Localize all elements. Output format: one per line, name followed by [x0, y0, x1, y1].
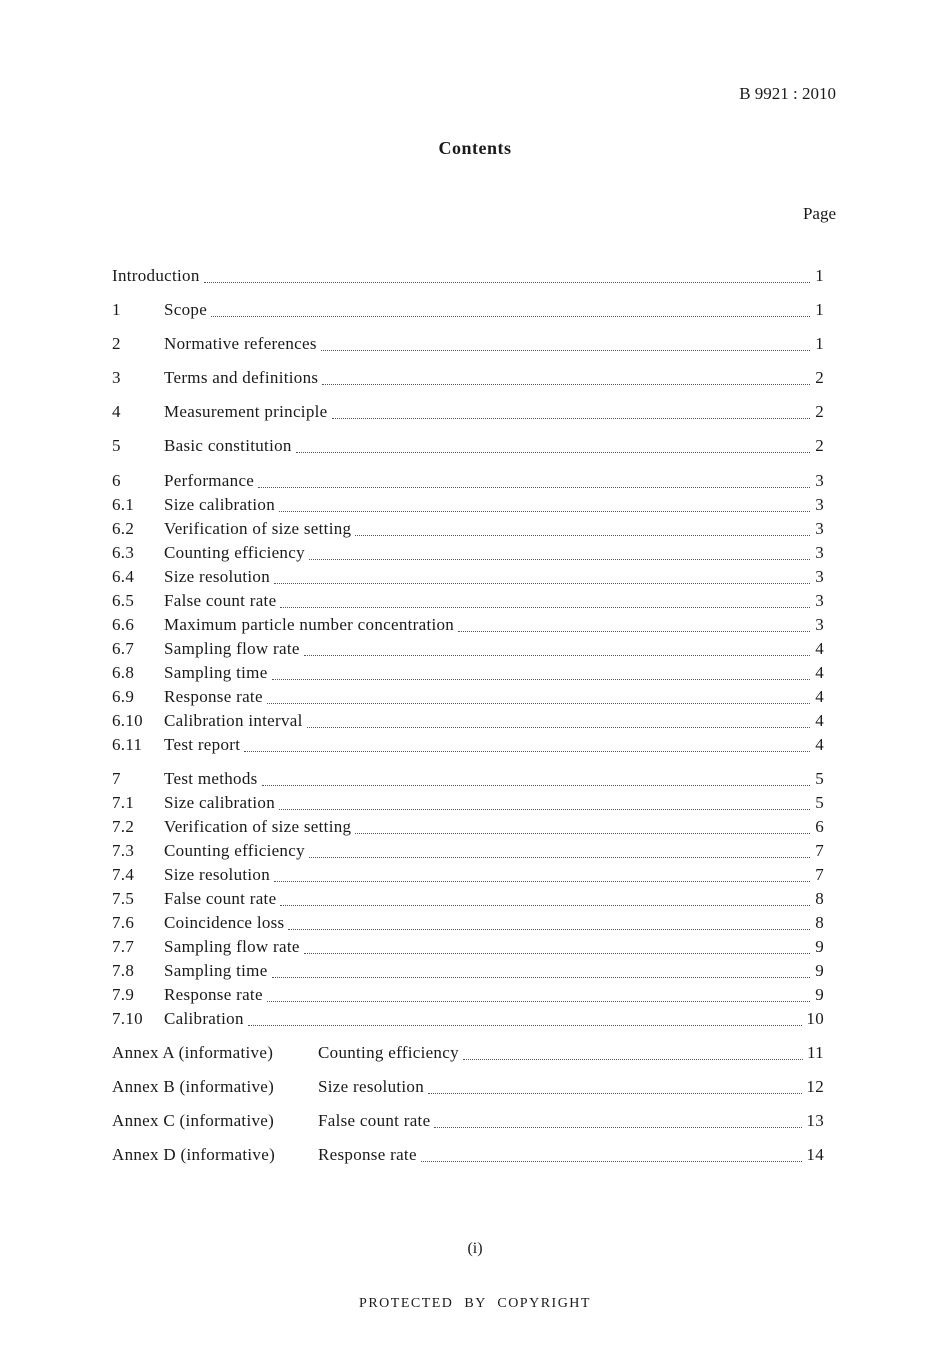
toc-entry-page: 1 — [815, 334, 824, 353]
annex-label: Annex B (informative) — [112, 1077, 275, 1096]
dot-leader — [267, 1000, 810, 1002]
annex-entry[interactable] — [112, 1043, 824, 1065]
toc-entry-page: 8 — [815, 889, 824, 908]
toc-entry[interactable] — [112, 436, 824, 458]
toc-entry-number: 7.2 — [112, 817, 135, 836]
toc-entry-number: 6.5 — [112, 591, 135, 610]
toc-entry[interactable] — [112, 639, 824, 661]
dot-leader — [262, 784, 810, 786]
toc-entry[interactable] — [112, 519, 824, 541]
toc-entry-title: Coincidence loss — [164, 913, 285, 932]
toc-entry-number: 6.10 — [112, 711, 143, 730]
toc-entry[interactable] — [112, 368, 824, 390]
toc-entry-page: 4 — [815, 687, 824, 706]
toc-entry-title: Size calibration — [164, 793, 276, 812]
toc-entry[interactable] — [112, 663, 824, 685]
toc-entry-number: 6.7 — [112, 639, 135, 658]
dot-leader — [267, 702, 810, 704]
annex-page: 14 — [806, 1145, 824, 1164]
toc-entry[interactable] — [112, 913, 824, 935]
toc-entry-introduction[interactable] — [112, 266, 824, 288]
toc-entry-title: False count rate — [164, 889, 277, 908]
toc-entry-title: Scope — [164, 300, 208, 319]
dot-leader — [211, 315, 810, 317]
toc-entry-title: Sampling flow rate — [164, 639, 300, 658]
toc-entry-number: 7.8 — [112, 961, 135, 980]
toc-entry-page: 4 — [815, 639, 824, 658]
toc-entry-number: 6.1 — [112, 495, 135, 514]
toc-entry-number: 7.7 — [112, 937, 135, 956]
page-title: Contents — [438, 138, 512, 158]
dot-leader — [434, 1126, 802, 1128]
toc-entry-number: 6 — [112, 471, 121, 490]
toc-entry[interactable] — [112, 687, 824, 709]
toc-entry[interactable] — [112, 567, 824, 589]
dot-leader — [272, 976, 810, 978]
dot-leader — [355, 534, 810, 536]
toc-entry-number: 3 — [112, 368, 121, 387]
toc-entry-page: 5 — [815, 769, 824, 788]
dot-leader — [274, 582, 810, 584]
annex-page: 13 — [806, 1111, 824, 1130]
toc-entry-page: 2 — [815, 368, 824, 387]
toc-entry-page: 2 — [815, 436, 824, 455]
toc-entry-title: Test report — [164, 735, 241, 754]
toc-entry-title: Measurement principle — [164, 402, 328, 421]
toc-entry-number: 6.4 — [112, 567, 135, 586]
toc-entry-page: 2 — [815, 402, 824, 421]
dot-leader — [322, 383, 810, 385]
toc-entry-page: 7 — [815, 865, 824, 884]
toc-entry-title: Size resolution — [164, 567, 271, 586]
toc-entry-title: Sampling time — [164, 663, 268, 682]
dot-leader — [309, 856, 810, 858]
toc-entry-title: Calibration interval — [164, 711, 303, 730]
toc-entry[interactable] — [112, 793, 824, 815]
toc-entry[interactable] — [112, 961, 824, 983]
toc-entry-page: 3 — [815, 591, 824, 610]
toc-entry[interactable] — [112, 889, 824, 911]
dot-leader — [272, 678, 810, 680]
toc-entry[interactable] — [112, 817, 824, 839]
toc-entry-title: Size calibration — [164, 495, 276, 514]
dot-leader — [309, 558, 810, 560]
toc-entry-number: 6.3 — [112, 543, 135, 562]
toc-entry-page: 10 — [806, 1009, 824, 1028]
toc-entry-page: 5 — [815, 793, 824, 812]
toc-entry-number: 7.10 — [112, 1009, 143, 1028]
toc-entry-page: 6 — [815, 817, 824, 836]
dot-leader — [321, 349, 810, 351]
toc-entry-number: 7.9 — [112, 985, 135, 1004]
toc-entry-page: 9 — [815, 937, 824, 956]
toc-entry-page: 3 — [815, 543, 824, 562]
toc-entry[interactable] — [112, 495, 824, 517]
toc-entry-title: Response rate — [164, 687, 263, 706]
toc-entry-number: 2 — [112, 334, 121, 353]
toc-entry[interactable] — [112, 937, 824, 959]
dot-leader — [280, 904, 810, 906]
toc-entry-number: 7 — [112, 769, 121, 788]
dot-leader — [304, 952, 810, 954]
toc-entry-title: Normative references — [164, 334, 317, 353]
toc-entry-title: Verification of size setting — [164, 519, 352, 538]
dot-leader — [288, 928, 810, 930]
dot-leader — [279, 808, 810, 810]
toc-entry[interactable] — [112, 1009, 824, 1031]
toc-entry-page: 3 — [815, 567, 824, 586]
annex-title: Response rate — [318, 1145, 417, 1164]
toc-entry[interactable] — [112, 985, 824, 1007]
toc-entry-title: Test methods — [164, 769, 258, 788]
annex-page: 12 — [806, 1077, 824, 1096]
dot-leader — [279, 510, 810, 512]
dot-leader — [296, 451, 810, 453]
annex-title: Size resolution — [318, 1077, 425, 1096]
toc-entry[interactable] — [112, 471, 824, 493]
toc-entry[interactable] — [112, 543, 824, 565]
toc-entry-number: 7.5 — [112, 889, 135, 908]
toc-entry[interactable] — [112, 300, 824, 322]
toc-entry-page: 1 — [815, 300, 824, 319]
dot-leader — [307, 726, 810, 728]
toc-entry-page: 7 — [815, 841, 824, 860]
toc-entry-title: Size resolution — [164, 865, 271, 884]
dot-leader — [244, 750, 810, 752]
dot-leader — [463, 1058, 803, 1060]
toc-entry-number: 5 — [112, 436, 121, 455]
toc-entry-number: 7.4 — [112, 865, 135, 884]
toc-entry[interactable] — [112, 334, 824, 356]
toc-entry-title: Counting efficiency — [164, 841, 305, 860]
annex-label: Annex C (informative) — [112, 1111, 275, 1130]
annex-label: Annex D (informative) — [112, 1145, 276, 1164]
toc-entry[interactable] — [112, 711, 824, 733]
toc-entry-page: 9 — [815, 985, 824, 1004]
dot-leader — [204, 281, 810, 283]
annex-title: False count rate — [318, 1111, 431, 1130]
toc-entry-page: 9 — [815, 961, 824, 980]
dot-leader — [248, 1024, 803, 1026]
toc-entry-page: 3 — [815, 519, 824, 538]
annex-entry[interactable] — [112, 1111, 824, 1133]
annex-page: 11 — [807, 1043, 824, 1062]
dot-leader — [332, 417, 811, 419]
annex-entry[interactable] — [112, 1145, 824, 1167]
toc-entry-title: Introduction — [112, 266, 200, 285]
toc-entry[interactable] — [112, 591, 824, 613]
annex-label: Annex A (informative) — [112, 1043, 274, 1062]
dot-leader — [274, 880, 810, 882]
toc-entry-title: Performance — [164, 471, 255, 490]
toc-entry-page: 3 — [815, 615, 824, 634]
dot-leader — [280, 606, 810, 608]
annex-title: Counting efficiency — [318, 1043, 459, 1062]
annex-entry[interactable] — [112, 1077, 824, 1099]
page-column-label: Page — [802, 204, 836, 223]
dot-leader — [258, 486, 810, 488]
toc-entry-title: Sampling flow rate — [164, 937, 300, 956]
toc-entry-page: 4 — [815, 735, 824, 754]
standard-number: B 9921 : 2010 — [739, 84, 836, 103]
dot-leader — [355, 832, 810, 834]
toc-entry-page: 4 — [815, 663, 824, 682]
toc-entry-page: 8 — [815, 913, 824, 932]
toc-entry-title: Calibration — [164, 1009, 244, 1028]
toc-entry-title: Counting efficiency — [164, 543, 305, 562]
toc-entry-title: Response rate — [164, 985, 263, 1004]
toc-entry-number: 1 — [112, 300, 121, 319]
toc-entry-title: Maximum particle number concentration — [164, 615, 455, 634]
toc-entry-number: 6.11 — [112, 735, 143, 754]
toc-entry-page: 3 — [815, 495, 824, 514]
toc-entry-number: 4 — [112, 402, 121, 421]
toc-entry-number: 6.9 — [112, 687, 135, 706]
toc-entry[interactable] — [112, 769, 824, 791]
toc-entry[interactable] — [112, 615, 824, 637]
toc-entry[interactable] — [112, 402, 824, 424]
toc-entry-page: 1 — [815, 266, 824, 285]
toc-entry-title: False count rate — [164, 591, 277, 610]
toc-entry-number: 7.6 — [112, 913, 135, 932]
toc-entry[interactable] — [112, 865, 824, 887]
toc-entry-number: 7.3 — [112, 841, 135, 860]
footer-page-number: (i) — [467, 1240, 483, 1257]
toc-entry-page: 4 — [815, 711, 824, 730]
toc-entry-number: 7.1 — [112, 793, 135, 812]
copyright-notice: PROTECTED BY COPYRIGHT — [359, 1296, 591, 1311]
dot-leader — [421, 1160, 803, 1162]
toc-entry[interactable] — [112, 841, 824, 863]
toc-entry-number: 6.2 — [112, 519, 135, 538]
dot-leader — [458, 630, 810, 632]
dot-leader — [304, 654, 810, 656]
toc-entry-title: Basic constitution — [164, 436, 292, 455]
toc-entry-number: 6.8 — [112, 663, 135, 682]
toc-entry-page: 3 — [815, 471, 824, 490]
toc-entry-title: Terms and definitions — [164, 368, 319, 387]
toc-entry-title: Verification of size setting — [164, 817, 352, 836]
toc-entry-number: 6.6 — [112, 615, 135, 634]
toc-entry[interactable] — [112, 735, 824, 757]
dot-leader — [428, 1092, 802, 1094]
toc-entry-title: Sampling time — [164, 961, 268, 980]
